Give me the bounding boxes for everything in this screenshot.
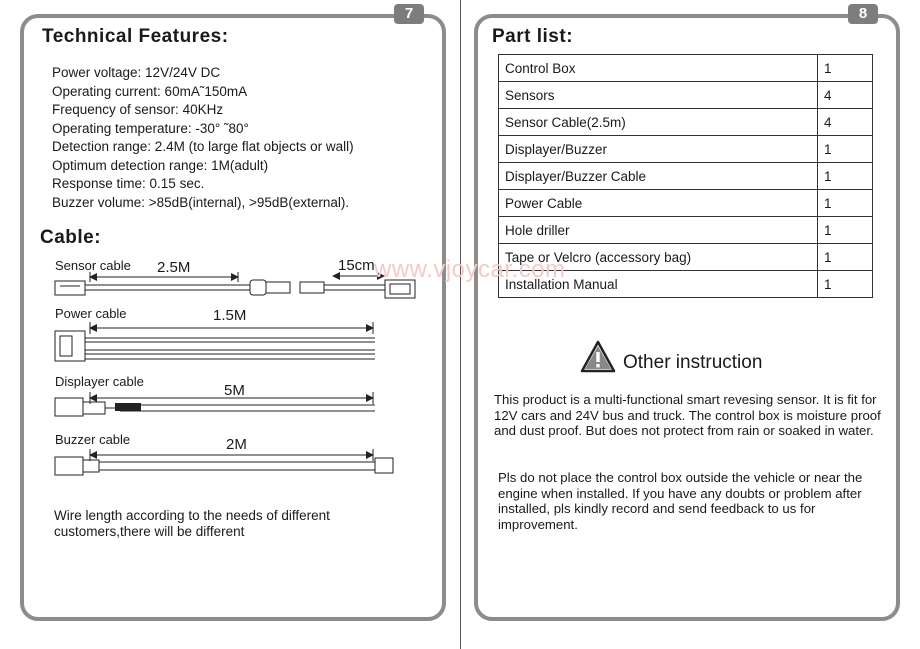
wire-length-note: Wire length according to the needs of different customers,there will be different (54, 508, 330, 539)
spec-line: Detection range: 2.4M (to large flat objects or wall) (52, 139, 354, 154)
spec-line: Frequency of sensor: 40KHz (52, 102, 224, 117)
spec-line: Optimum detection range: 1M(adult) (52, 157, 269, 173)
part-name-cell: Power Cable (499, 190, 818, 217)
table-row (499, 82, 873, 109)
displayer-cable-label: Displayer cable (55, 374, 144, 389)
displayer-cable-length: 5M (224, 382, 245, 399)
part-qty-cell: 1 (818, 136, 873, 163)
buzzer-cable-drawing (55, 449, 393, 475)
spec-line: Buzzer volume: >85dB(internal), >95dB(external). (52, 194, 350, 210)
spec-line: Operating temperature: -30° ˜80° (52, 120, 249, 136)
page-number-badge: 7 (394, 4, 424, 24)
sensor-cable-label: Sensor cable (55, 258, 131, 273)
part-name-cell: Sensors (499, 82, 818, 109)
table-row (499, 109, 873, 136)
part-name-cell: Control Box (499, 55, 818, 82)
part-qty-cell: 1 (818, 244, 873, 271)
part-qty-cell: 1 (818, 55, 873, 82)
table-row (499, 55, 873, 82)
part-qty-cell: 4 (818, 82, 873, 109)
power-cable-length: 1.5M (213, 307, 247, 324)
part-qty-cell: 1 (818, 271, 873, 298)
part-name-cell: Sensor Cable(2.5m) (499, 109, 818, 136)
sensor-cable-drawing (55, 272, 415, 298)
part-qty-cell: 1 (818, 163, 873, 190)
part-name-cell: Displayer/Buzzer (499, 136, 818, 163)
cable-sleeve (115, 403, 141, 411)
spec-line: Operating current: 60mA˜150mA (52, 83, 248, 99)
table-row (499, 190, 873, 217)
other-instruction-heading: Other instruction (623, 352, 763, 373)
part-name-cell: Tape or Velcro (accessory bag) (499, 244, 818, 271)
watermark: www.vjoycar.com (374, 256, 566, 283)
table-row (499, 163, 873, 190)
power-cable-label: Power cable (55, 306, 127, 321)
sensor-cable-length: 2.5M (157, 259, 191, 276)
part-name-cell: Displayer/Buzzer Cable (499, 163, 818, 190)
part-qty-cell: 4 (818, 109, 873, 136)
warning-triangle-icon (580, 340, 616, 374)
buzzer-cable-length: 2M (226, 436, 247, 453)
displayer-cable-drawing (55, 392, 375, 416)
instruction-paragraph: Pls do not place the control box outside the vehicle or near the engine when installed. If you have any doubts or problem after installed, pls kindly record and send feedback to us for improvement. (498, 470, 863, 532)
sensor-extension-length: 15cm (338, 257, 375, 274)
part-qty-cell: 1 (818, 217, 873, 244)
instruction-paragraph: This product is a multi-functional smart revesing sensor. It is fit for 12V cars and 24V bus and truck. The control box is moisture proof and dust proof. But does not protect from rain or soaked in water. (494, 392, 881, 438)
part-name-cell: Hole driller (499, 217, 818, 244)
technical-features-heading: Technical Features: (42, 26, 229, 47)
page-divider (460, 0, 461, 649)
spec-line: Power voltage: 12V/24V DC (52, 65, 221, 80)
table-row (499, 217, 873, 244)
part-list-heading: Part list: (492, 26, 574, 47)
buzzer-cable-label: Buzzer cable (55, 432, 131, 447)
part-qty-cell: 1 (818, 190, 873, 217)
spec-line: Response time: 0.15 sec. (52, 176, 205, 191)
page-number-badge: 8 (848, 4, 878, 24)
cable-heading: Cable: (40, 227, 102, 248)
table-row (499, 136, 873, 163)
part-name-cell: Installation Manual (499, 271, 818, 298)
cable-diagrams (0, 0, 460, 500)
power-cable-drawing (55, 322, 375, 361)
